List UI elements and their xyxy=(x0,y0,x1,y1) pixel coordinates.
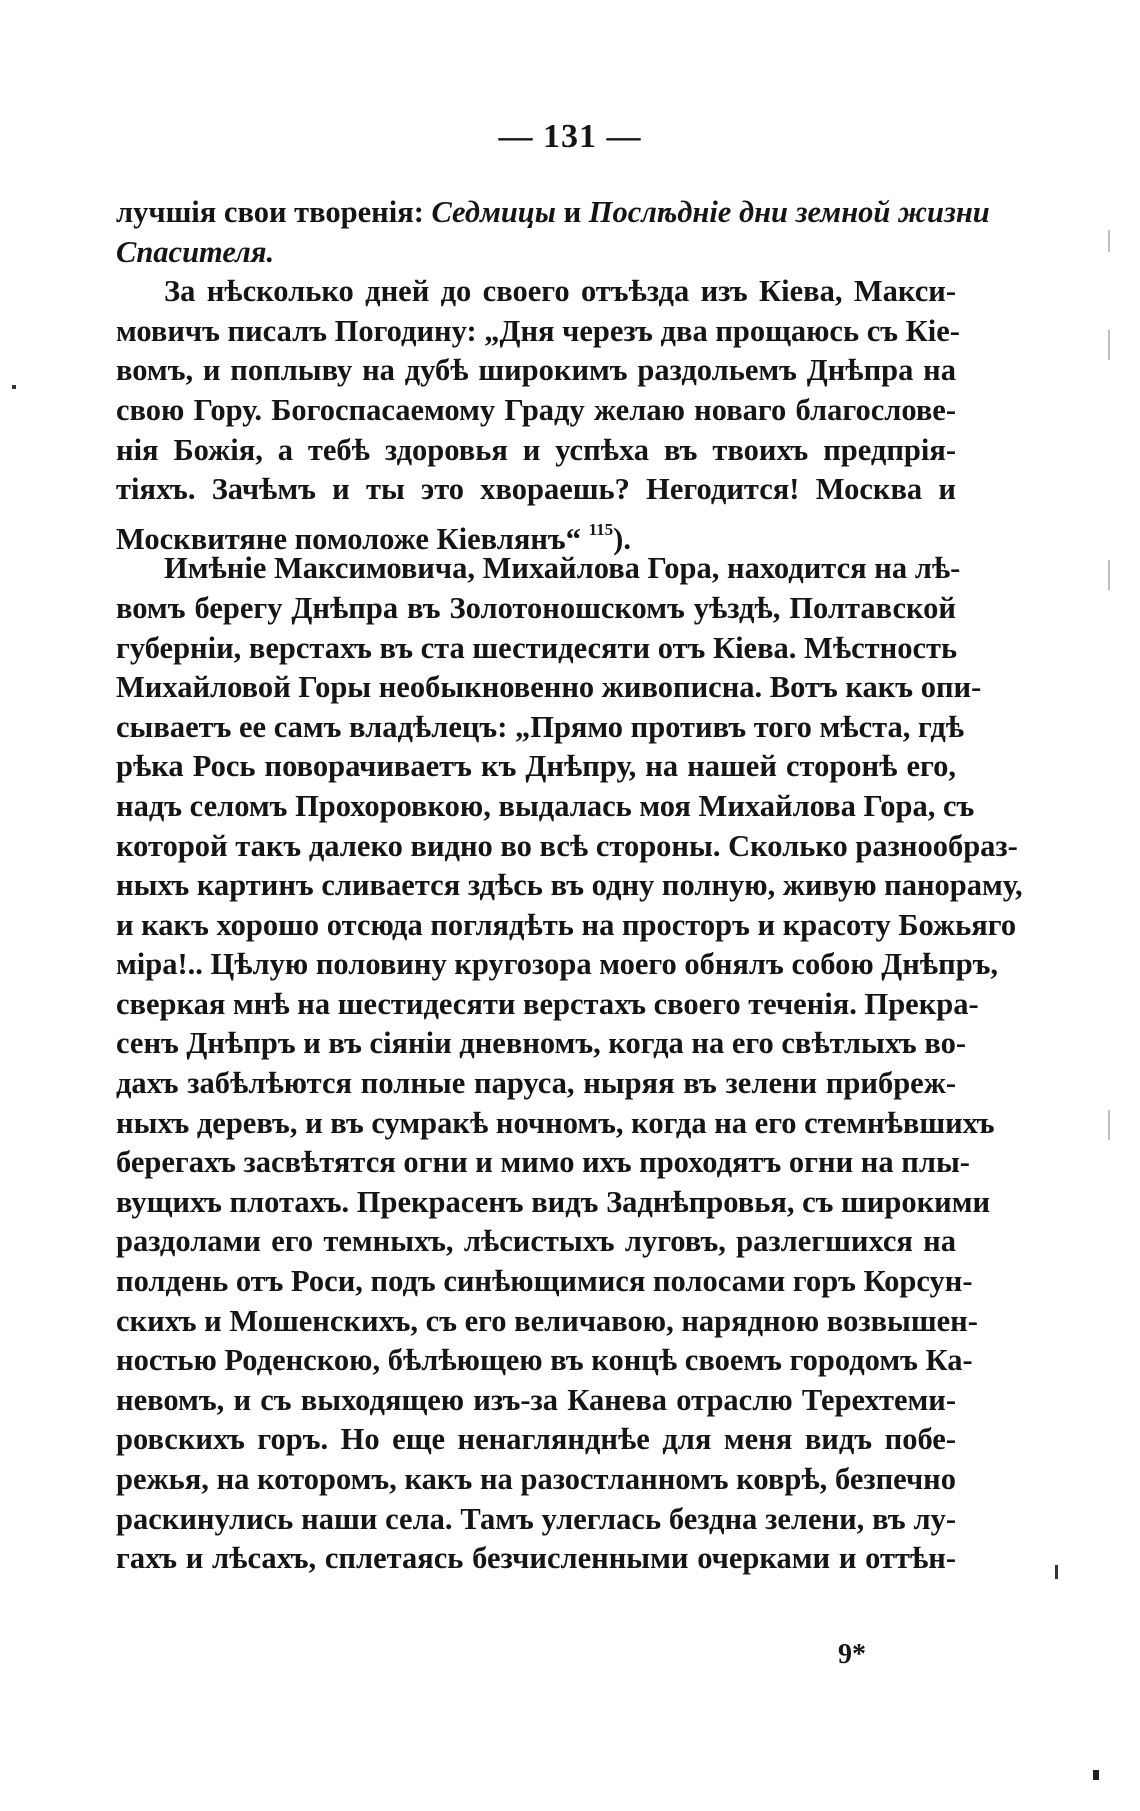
text-line: рѣка Рось поворачиваетъ къ Днѣпру, на нашей сторонѣ его, xyxy=(116,749,956,784)
scan-edge-mark xyxy=(1108,560,1110,590)
text-line: Михайловой Горы необыкновенно живописна. Вотъ какъ опи- xyxy=(116,670,982,705)
text-line: гахъ и лѣсахъ, сплетаясь безчисленными очерками и оттѣн- xyxy=(116,1541,956,1576)
text-line: губерніи, верстахъ въ ста шестидесяти отъ Кіева. Мѣстность xyxy=(116,630,958,665)
scan-edge-mark xyxy=(1055,1565,1058,1579)
text-line: ныхъ деревъ, и въ сумракѣ ночномъ, когда на его стемнѣвшихъ xyxy=(116,1105,995,1140)
text-line: невомъ, и съ выходящею изъ-за Канева отраслю Терехтеми- xyxy=(116,1382,956,1417)
line-text: Москвитяне помоложе Кіевлянъ“ xyxy=(116,521,589,556)
scan-edge-mark xyxy=(1093,1770,1099,1780)
text-line: сверкая мнѣ на шестидесяти верстахъ своего теченія. Прекра- xyxy=(116,986,979,1021)
text-line: тіяхъ. Зачѣмъ и ты это хвораешь? Негодится! Москва и xyxy=(116,472,956,507)
text-line: режья, на которомъ, какъ на разостланномъ коврѣ, безпечно xyxy=(116,1462,956,1496)
text-line xyxy=(116,510,956,556)
text-line: свою Гору. Богоспасаемому Граду желаю новаго благослове- xyxy=(116,392,956,427)
text-line: сываетъ ее самъ владѣлецъ: „Прямо противъ того мѣста, гдѣ xyxy=(116,709,965,744)
text-line: и какъ хорошо отсюда поглядѣть на просторъ и красоту Божьяго xyxy=(116,907,1017,942)
text-line: ровскихъ горъ. Но еще ненаглянднѣе для меня видъ побе- xyxy=(116,1422,956,1457)
line-text: и xyxy=(555,195,589,229)
signature-mark: 9* xyxy=(838,1639,866,1670)
text-line: міра!.. Цѣлую половину кругозора моего обнялъ собою Днѣпръ, xyxy=(116,947,999,982)
text-line: Имѣніе Максимовича, Михайлова Гора, находится на лѣ- xyxy=(164,551,961,586)
page-number: — 131 — xyxy=(498,118,642,155)
scan-edge-mark xyxy=(1108,1110,1110,1140)
scan-edge-mark xyxy=(1108,330,1110,360)
italic-title: Спасителя. xyxy=(116,234,275,269)
text-line: вомъ, и поплыву на дубѣ широкимъ раздольемъ Днѣпра на xyxy=(116,353,956,388)
text-line: раскинулись наши села. Тамъ улеглась бездна зелени, въ лу- xyxy=(116,1501,956,1536)
text-line xyxy=(116,193,990,233)
text-line: вущихъ плотахъ. Прекрасенъ видъ Заднѣпровья, съ широкими xyxy=(116,1184,991,1219)
scan-edge-mark xyxy=(1108,230,1110,252)
text-line: сенъ Днѣпръ и въ сіяніи дневномъ, когда на его свѣтлыхъ во- xyxy=(116,1026,966,1061)
text-line: раздолами его темныхъ, лѣсистыхъ луговъ, разлегшихся на xyxy=(116,1224,956,1259)
text-line: надъ селомъ Прохоровкою, выдалась моя Михайлова Гора, съ xyxy=(116,788,975,823)
text-line: берегахъ засвѣтятся огни и мимо ихъ проходятъ огни на плы- xyxy=(116,1145,970,1180)
italic-title: Седмицы xyxy=(431,195,556,229)
line-text: лучшія свои творенія: xyxy=(116,195,432,229)
text-line: вомъ берегу Днѣпра въ Золотоношскомъ уѣздѣ, Полтавской xyxy=(116,590,956,625)
text-line: ныхъ картинъ сливается здѣсь въ одну полную, живую панораму, xyxy=(116,868,1023,903)
text-line: полдень отъ Роси, подъ синѣющимися полосами горъ Корсун- xyxy=(116,1264,973,1299)
text-line: ностью Роденскою, бѣлѣющею въ концѣ своемъ городомъ Ка- xyxy=(116,1343,973,1378)
text-line: дахъ забѣлѣются полные паруса, ныряя въ зелени прибреж- xyxy=(116,1066,956,1101)
body-text xyxy=(116,193,1023,1579)
text-line: которой такъ далеко видно во всѣ стороны. Сколько разнообраз- xyxy=(116,828,1018,863)
text-line: мовичъ писалъ Погодину: „Дня черезъ два прощаюсь съ Кіе- xyxy=(116,313,960,348)
text-line: нія Божія, а тебѣ здоровья и успѣха въ твоихъ предпрія- xyxy=(116,432,956,467)
line-text: ). xyxy=(613,521,631,556)
text-line: За нѣсколько дней до своего отъѣзда изъ Кіева, Макси- xyxy=(164,274,956,309)
scan-edge-mark xyxy=(12,385,16,389)
text-line: скихъ и Мошенскихъ, съ его величавою, нарядною возвышен- xyxy=(116,1303,978,1338)
italic-title: Послѣдніе дни земной жизни xyxy=(588,195,990,229)
footnote-ref: 115 xyxy=(588,519,614,539)
text-line xyxy=(116,233,956,273)
